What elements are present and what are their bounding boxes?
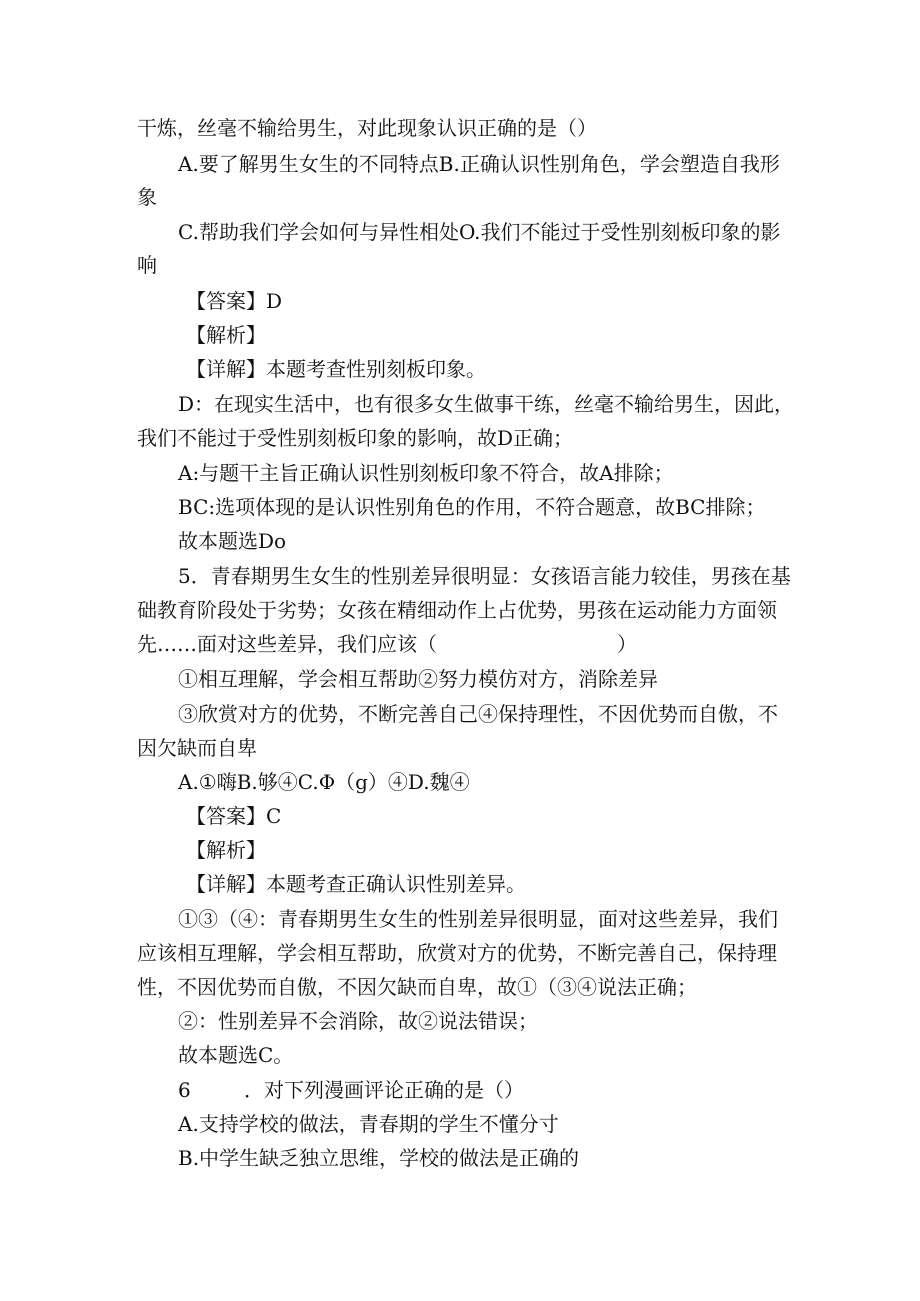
- q5-stem-line3-text: 先……面对这些差异，我们应该（: [137, 632, 437, 656]
- q5-items-3-4-line1: ③欣赏对方的优势，不断完善自己④保持理性，不因优势而自傲，不: [178, 702, 778, 726]
- q4-d-explanation-line2: 我们不能过于受性别刻板印象的影响，故D正确；: [137, 426, 574, 450]
- q6-option-b: B.中学生缺乏独立思维，学校的做法是正确的: [178, 1146, 580, 1170]
- q4-conclusion: 故本题选Do: [178, 529, 287, 553]
- q4-bc-explanation: BC:选项体现的是认识性别角色的作用，不符合题意，故BC排除；: [178, 495, 766, 519]
- q5-explanation-line4: ②：性别差异不会消除，故②说法错误；: [178, 1009, 538, 1033]
- q4-stem-tail: 干炼，丝毫不输给男生，对此现象认识正确的是（）: [137, 116, 597, 140]
- q4-options-cd-line2: 响: [137, 253, 157, 277]
- q4-analysis-heading: 【解析】: [186, 323, 266, 347]
- q5-stem-line1: 5．青春期男生女生的性别差异很明显：女孩语言能力较佳，男孩在基: [178, 564, 791, 588]
- q4-options-ab-line1: A.要了解男生女生的不同特点B.正确认识性别角色，学会塑造自我形: [178, 152, 780, 176]
- q4-d-explanation-line1: D：在现实生活中，也有很多女生做事干练，丝毫不输给男生，因此，: [178, 392, 795, 416]
- q5-conclusion: 故本题选C。: [178, 1043, 294, 1067]
- q6-number: 6: [178, 1078, 191, 1102]
- q6-stem: ．对下列漫画评论正确的是（）: [244, 1078, 524, 1102]
- q5-analysis-heading: 【解析】: [186, 838, 266, 862]
- q5-explanation-line1: ①③（④：青春期男生女生的性别差异很明显，面对这些差异，我们: [178, 907, 778, 931]
- q4-detail-heading: 【详解】本题考查性别刻板印象。: [186, 357, 486, 381]
- q4-a-explanation: A:与题干主旨正确认识性别刻板印象不符合，故A排除；: [178, 461, 674, 485]
- q5-answer: 【答案】C: [186, 804, 282, 828]
- q5-stem-line2: 础教育阶段处于劣势；女孩在精细动作上占优势，男孩在运动能力方面领: [137, 598, 777, 622]
- q5-stem-line3: [137, 634, 637, 654]
- q4-options-ab-line2: 象: [137, 185, 157, 209]
- q4-options-cd-line1: C.帮助我们学会如何与异性相处O.我们不能过于受性别刻板印象的影: [178, 220, 781, 244]
- q5-items-1-2: ①相互理解，学会相互帮助②努力模仿对方，消除差异: [178, 667, 658, 691]
- q6-option-a: A.支持学校的做法，青春期的学生不懂分寸: [178, 1112, 559, 1136]
- q4-answer: 【答案】D: [186, 289, 283, 313]
- q5-detail-heading: 【详解】本题考查正确认识性别差异。: [186, 872, 526, 896]
- q5-options: A.①嗨B.够④C.Φ（g）④D.魏④: [178, 770, 470, 794]
- q5-stem-line3-close: ）: [617, 632, 637, 656]
- q5-items-3-4-line2: 因欠缺而自卑: [137, 736, 257, 760]
- q5-explanation-line3: 性，不因优势而自傲，不因欠缺而自卑，故①（③④说法正确；: [137, 975, 697, 999]
- q5-explanation-line2: 应该相互理解，学会相互帮助，欣赏对方的优势，不断完善自己，保持理: [137, 941, 777, 965]
